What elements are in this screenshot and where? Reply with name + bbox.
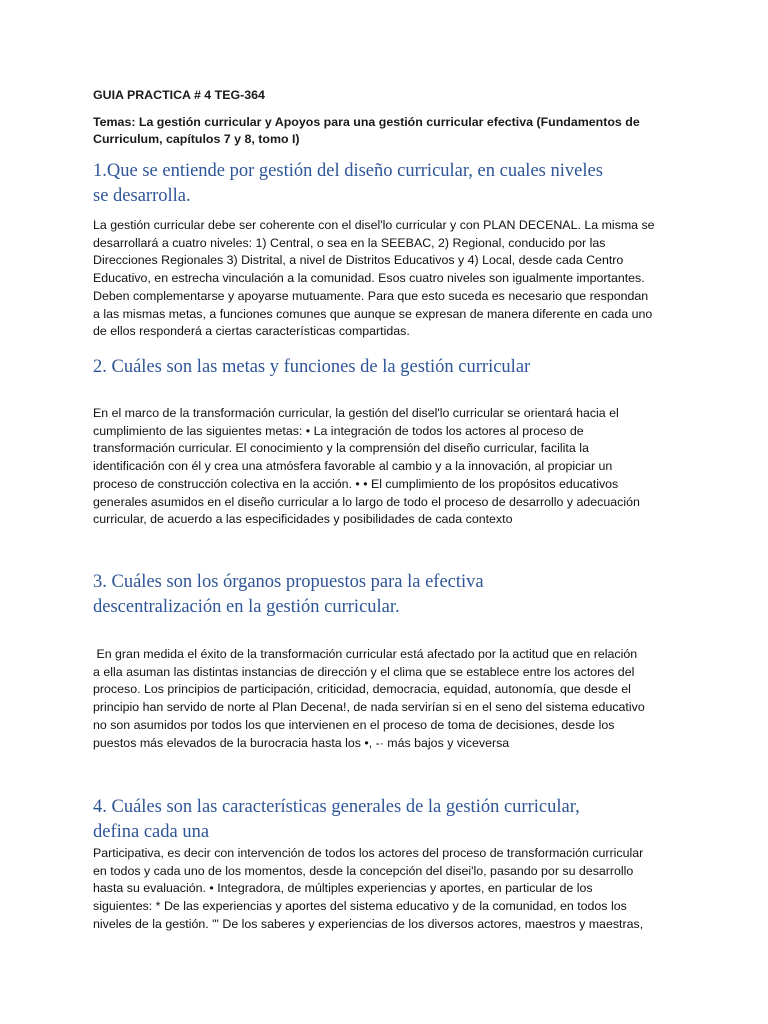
section-2-heading <box>93 355 530 380</box>
paragraph-line: no son asumidos por todos los que intervienen en el proceso de toma de decisiones, desde los <box>93 717 615 732</box>
heading-line: se desarrolla. <box>93 186 191 206</box>
heading-line: descentralización en la gestión curricular. <box>93 597 400 617</box>
paragraph-line: Participativa, es decir con intervención de todos los actores del proceso de transformación curricular <box>93 846 644 860</box>
paragraph-line: desarrollará a cuatro niveles: 1) Central, o sea en la SEEBAC, 2) Regional, conducido por las <box>93 235 606 250</box>
paragraph-line: niveles de la gestión. "' De los saberes y experiencias de los diversos actores, maestros y maestras, <box>93 916 644 931</box>
heading-line: 1.Que se entiende por gestión del diseño curricular, en cuales niveles <box>93 161 603 181</box>
paragraph-line: transformación curricular. El conocimiento y la comprensión del diseño curricular, facilita la <box>93 441 589 456</box>
paragraph-line: generales asumidos en el diseño curricular a lo largo de todo el proceso de desarrollo y adecuación <box>93 494 640 509</box>
paragraph-line: puestos más elevados de la burocracia hasta los •, -· más bajos y viceversa <box>93 735 510 750</box>
paragraph-line: siguientes: * De las experiencias y aportes del sistema educativo y de la comunidad, en todos los <box>93 899 627 914</box>
paragraph-line: Direcciones Regionales 3) Distrital, a nivel de Distritos Educativos y 4) Local, desde cada Centro <box>93 253 624 268</box>
temas-line: Curriculum, capítulos 7 y 8, tomo I) <box>93 132 300 146</box>
paragraph-line: Educativo, en estrecha vinculación a la comunidad. Esos cuatro niveles son igualmente importantes. <box>93 271 645 286</box>
paragraph-line: de ellos responderá a ciertas características compartidas. <box>93 324 410 339</box>
temas-text <box>93 114 693 148</box>
paragraph-line: Deben complementarse y apoyarse mutuamente. Para que esto suceda es necesario que respondan <box>93 288 649 303</box>
temas-line: Temas: La gestión curricular y Apoyos para una gestión curricular efectiva (Fundamentos de <box>93 115 640 129</box>
heading-line: 2. Cuáles son las metas y funciones de la gestión curricular <box>93 357 531 377</box>
paragraph-line: en todos y cada uno de los momentos, desde la concepción del disei'lo, pasando por su desarrollo <box>93 863 634 878</box>
section-4-heading <box>93 795 580 845</box>
paragraph-line: a las mismas metas, a funciones comunes que aunque se expresan de manera diferente en cada uno <box>93 306 653 321</box>
section-3-paragraph <box>93 646 678 752</box>
paragraph-line: cumplimiento de las siguientes metas: • La integración de todos los actores al proceso de <box>93 423 584 438</box>
paragraph-line: curricular, de acuerdo a las especificidades y posibilidades de cada contexto <box>93 512 513 527</box>
paragraph-line: proceso de construcción colectiva en la acción. • • El cumplimiento de los propósitos educativos <box>93 476 619 491</box>
section-2-paragraph <box>93 405 678 529</box>
paragraph-line: En el marco de la transformación curricular, la gestión del disel'lo curricular se orientará hacia el <box>93 406 619 420</box>
paragraph-line: identificación con él y crea una atmósfera favorable al cambio y a la innovación, al propiciar un <box>93 459 613 474</box>
section-1-paragraph <box>93 217 678 341</box>
section-1-heading <box>93 159 603 209</box>
section-3-heading <box>93 570 484 620</box>
section-4-paragraph <box>93 845 678 934</box>
paragraph-line: hasta su evaluación. • Integradora, de múltiples experiencias y aportes, en particular de los <box>93 881 593 896</box>
paragraph-line: principio han servido de norte al Plan Decena!, de nada servirían si en el seno del sistema educativo <box>93 700 645 715</box>
paragraph-line: En gran medida el éxito de la transformación curricular está afectado por la actitud que en relación <box>93 647 638 661</box>
document-title: GUIA PRACTICA # 4 TEG-364 <box>93 88 265 102</box>
heading-line: defina cada una <box>93 822 210 842</box>
paragraph-line: proceso. Los principios de participación, criticidad, democracia, equidad, autonomía, que desde el <box>93 682 631 697</box>
paragraph-line: La gestión curricular debe ser coherente con el disel'lo curricular y con PLAN DECENAL. La misma se <box>93 218 655 232</box>
heading-line: 3. Cuáles son los órganos propuestos para la efectiva <box>93 572 484 592</box>
heading-line: 4. Cuáles son las características generales de la gestión curricular, <box>93 797 580 817</box>
paragraph-line: a ella asuman las distintas instancias de dirección y el clima que se establece entre los actores del <box>93 664 635 679</box>
